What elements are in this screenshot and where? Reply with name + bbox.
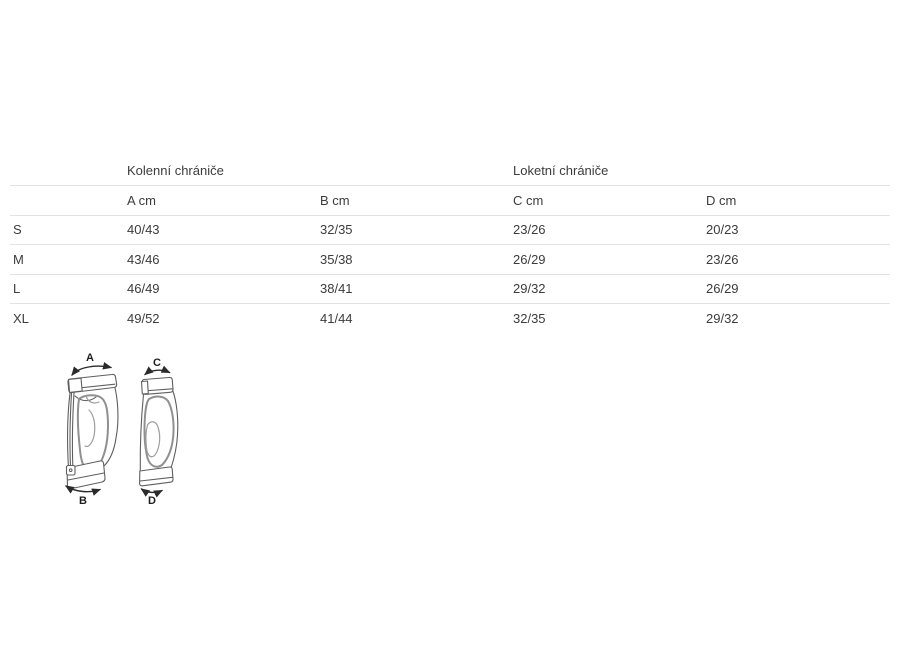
column-header-b: B cm <box>320 186 513 216</box>
size-label: M <box>10 245 127 275</box>
dimension-arrow-a <box>72 366 111 375</box>
dimension-label-c: C <box>153 357 161 369</box>
value-c: 26/29 <box>513 245 706 275</box>
column-header-a: A cm <box>127 186 320 216</box>
table-row-xl <box>10 304 890 333</box>
value-b: 41/44 <box>320 310 353 326</box>
value-b: 35/38 <box>320 245 513 275</box>
knee-stay-outer <box>70 393 72 466</box>
value-b: 38/41 <box>320 274 513 304</box>
dimension-arrow-d <box>142 489 163 492</box>
knee-protector-drawing <box>66 352 118 507</box>
value-d: 29/32 <box>706 310 739 326</box>
value-a: 43/46 <box>127 245 320 275</box>
value-c: 23/26 <box>513 215 706 245</box>
value-b: 32/35 <box>320 215 513 245</box>
dimension-arrow-c <box>145 370 170 374</box>
group-header-elbow: Loketní chrániče <box>513 156 890 186</box>
group-header-row <box>10 156 890 186</box>
elbow-bottom-strap <box>140 467 173 486</box>
size-chart-section <box>10 156 890 333</box>
elbow-body-left-edge <box>140 395 143 471</box>
knee-stay-inner <box>72 393 74 466</box>
value-a: 40/43 <box>127 215 320 245</box>
knee-buckle <box>67 466 76 476</box>
table-row-l <box>10 274 890 304</box>
dimension-label-d: D <box>148 495 156 507</box>
column-header-d: D cm <box>706 186 890 216</box>
size-label: L <box>10 274 127 304</box>
elbow-protector-drawing <box>140 357 178 507</box>
group-header-spacer <box>10 156 127 186</box>
column-header-row <box>10 186 890 216</box>
elbow-velcro-tab <box>142 381 149 394</box>
dimension-label-a: A <box>86 352 94 364</box>
elbow-cap-contour <box>146 422 160 457</box>
protector-diagram-svg <box>50 340 210 510</box>
knee-velcro-tab <box>69 378 83 392</box>
column-header-c: C cm <box>513 186 706 216</box>
value-a: 49/52 <box>127 310 160 326</box>
knee-cap-line <box>85 410 95 447</box>
value-d: 26/29 <box>706 274 890 304</box>
table-row-m <box>10 245 890 275</box>
value-d: 20/23 <box>706 215 890 245</box>
protector-diagram <box>50 340 210 510</box>
size-label: XL <box>13 310 29 326</box>
knee-body-right-edge <box>104 384 118 466</box>
value-c: 29/32 <box>513 274 706 304</box>
group-header-knee: Kolenní chrániče <box>127 156 513 186</box>
column-header-size <box>10 186 127 216</box>
value-c: 32/35 <box>513 310 546 326</box>
table-row-s <box>10 215 890 245</box>
value-d: 23/26 <box>706 245 890 275</box>
size-label: S <box>10 215 127 245</box>
value-a: 46/49 <box>127 274 320 304</box>
knee-shield-contour <box>78 395 108 471</box>
dimension-label-b: B <box>79 495 87 507</box>
size-table <box>10 156 890 333</box>
